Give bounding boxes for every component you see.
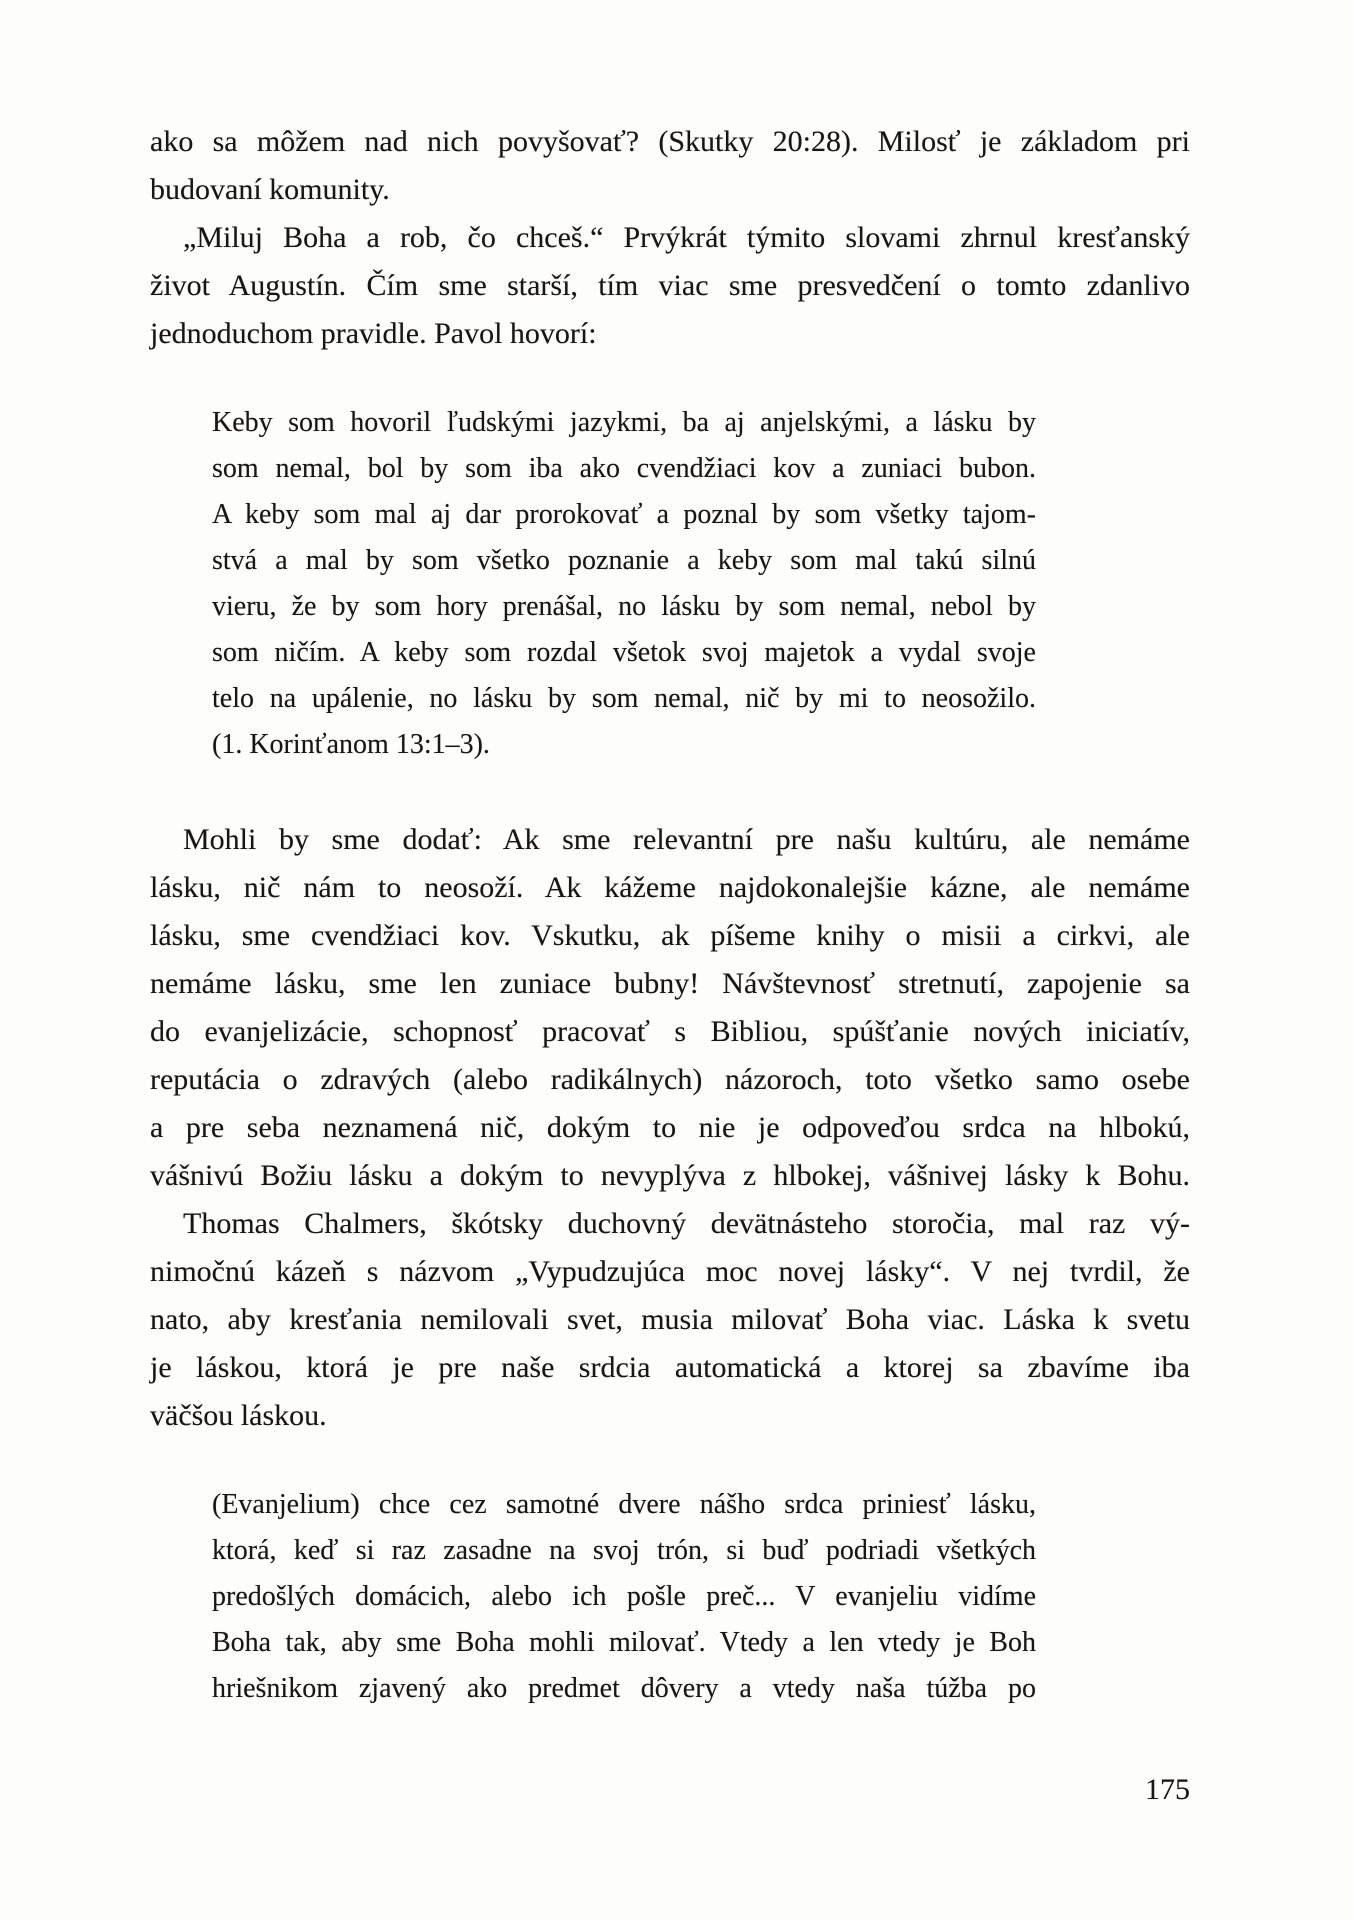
paragraph (150, 816, 1190, 1200)
text-line: nimočnú kázeň s názvom „Vypudzujúca moc novej lásky“. V nej tvrdil, že (150, 1255, 1190, 1288)
text-line: (1. Korinťanom 13:1–3). (212, 729, 490, 760)
text-line: som ničím. A keby som rozdal všetok svoj majetok a vydal svoje (212, 637, 1036, 668)
text-line: vieru, že by som hory prenášal, no lásku by som nemal, nebol by (212, 591, 1036, 622)
text-line: (Evanjelium) chce cez samotné dvere nášho srdca priniesť lásku, (212, 1489, 1036, 1520)
text-line: život Augustín. Čím sme starší, tím viac sme presvedčení o tomto zdanlivo (150, 269, 1190, 302)
block-quote (212, 400, 1036, 768)
text-line: nato, aby kresťania nemilovali svet, musia milovať Boha viac. Láska k svetu (150, 1303, 1190, 1336)
text-line: lásku, sme cvendžiaci kov. Vskutku, ak píšeme knihy o misii a cirkvi, ale (150, 919, 1190, 952)
text-line: Keby som hovoril ľudskými jazykmi, ba aj anjelskými, a lásku by (212, 407, 1036, 438)
paragraph (150, 118, 1190, 214)
text-line: je láskou, ktorá je pre naše srdcia automatická a ktorej sa zbavíme iba (150, 1351, 1190, 1384)
text-line: „Miluj Boha a rob, čo chceš.“ Prvýkrát týmito slovami zhrnul kresťanský (183, 221, 1190, 254)
text-line: budovaní komunity. (150, 173, 390, 206)
text-line: predošlých domácich, alebo ich pošle preč... V evanjeliu vidíme (212, 1581, 1036, 1612)
text-line: telo na upálenie, no lásku by som nemal, nič by mi to neosožilo. (212, 683, 1036, 714)
text-line: stvá a mal by som všetko poznanie a keby som mal takú silnú (212, 545, 1036, 576)
text-line: a pre seba neznamená nič, dokým to nie je odpoveďou srdca na hlbokú, (150, 1111, 1190, 1144)
paragraph (150, 1200, 1190, 1440)
text-line: jednoduchom pravidle. Pavol hovorí: (150, 317, 597, 350)
page-text (150, 118, 1190, 1712)
text-line: A keby som mal aj dar prorokovať a poznal by som všetky tajom- (212, 499, 1036, 530)
text-line: hriešnikom zjavený ako predmet dôvery a vtedy naša túžba po (212, 1673, 1036, 1704)
text-line: väčšou láskou. (150, 1399, 327, 1432)
block-quote (212, 1482, 1036, 1712)
paragraph (150, 214, 1190, 358)
text-line: do evanjelizácie, schopnosť pracovať s Bibliou, spúšťanie nových iniciatív, (150, 1015, 1190, 1048)
text-line: Thomas Chalmers, škótsky duchovný devätnásteho storočia, mal raz vý- (183, 1207, 1190, 1240)
page-number: 175 (1145, 1773, 1190, 1806)
text-line: som nemal, bol by som iba ako cvendžiaci kov a zuniaci bubon. (212, 453, 1036, 484)
text-line: vášnivú Božiu lásku a dokým to nevyplýva z hlbokej, vášnivej lásky k Bohu. (150, 1159, 1190, 1192)
text-line: ako sa môžem nad nich povyšovať? (Skutky 20:28). Milosť je základom pri (150, 125, 1190, 158)
text-line: lásku, nič nám to neosoží. Ak kážeme najdokonalejšie kázne, ale nemáme (150, 871, 1190, 904)
text-line: ktorá, keď si raz zasadne na svoj trón, si buď podriadi všetkých (212, 1535, 1036, 1566)
text-line: Boha tak, aby sme Boha mohli milovať. Vtedy a len vtedy je Boh (212, 1627, 1036, 1658)
text-line: nemáme lásku, sme len zuniace bubny! Návštevnosť stretnutí, zapojenie sa (150, 967, 1190, 1000)
text-line: Mohli by sme dodať: Ak sme relevantní pre našu kultúru, ale nemáme (183, 823, 1190, 856)
text-line: reputácia o zdravých (alebo radikálnych) názoroch, toto všetko samo osebe (150, 1063, 1190, 1096)
